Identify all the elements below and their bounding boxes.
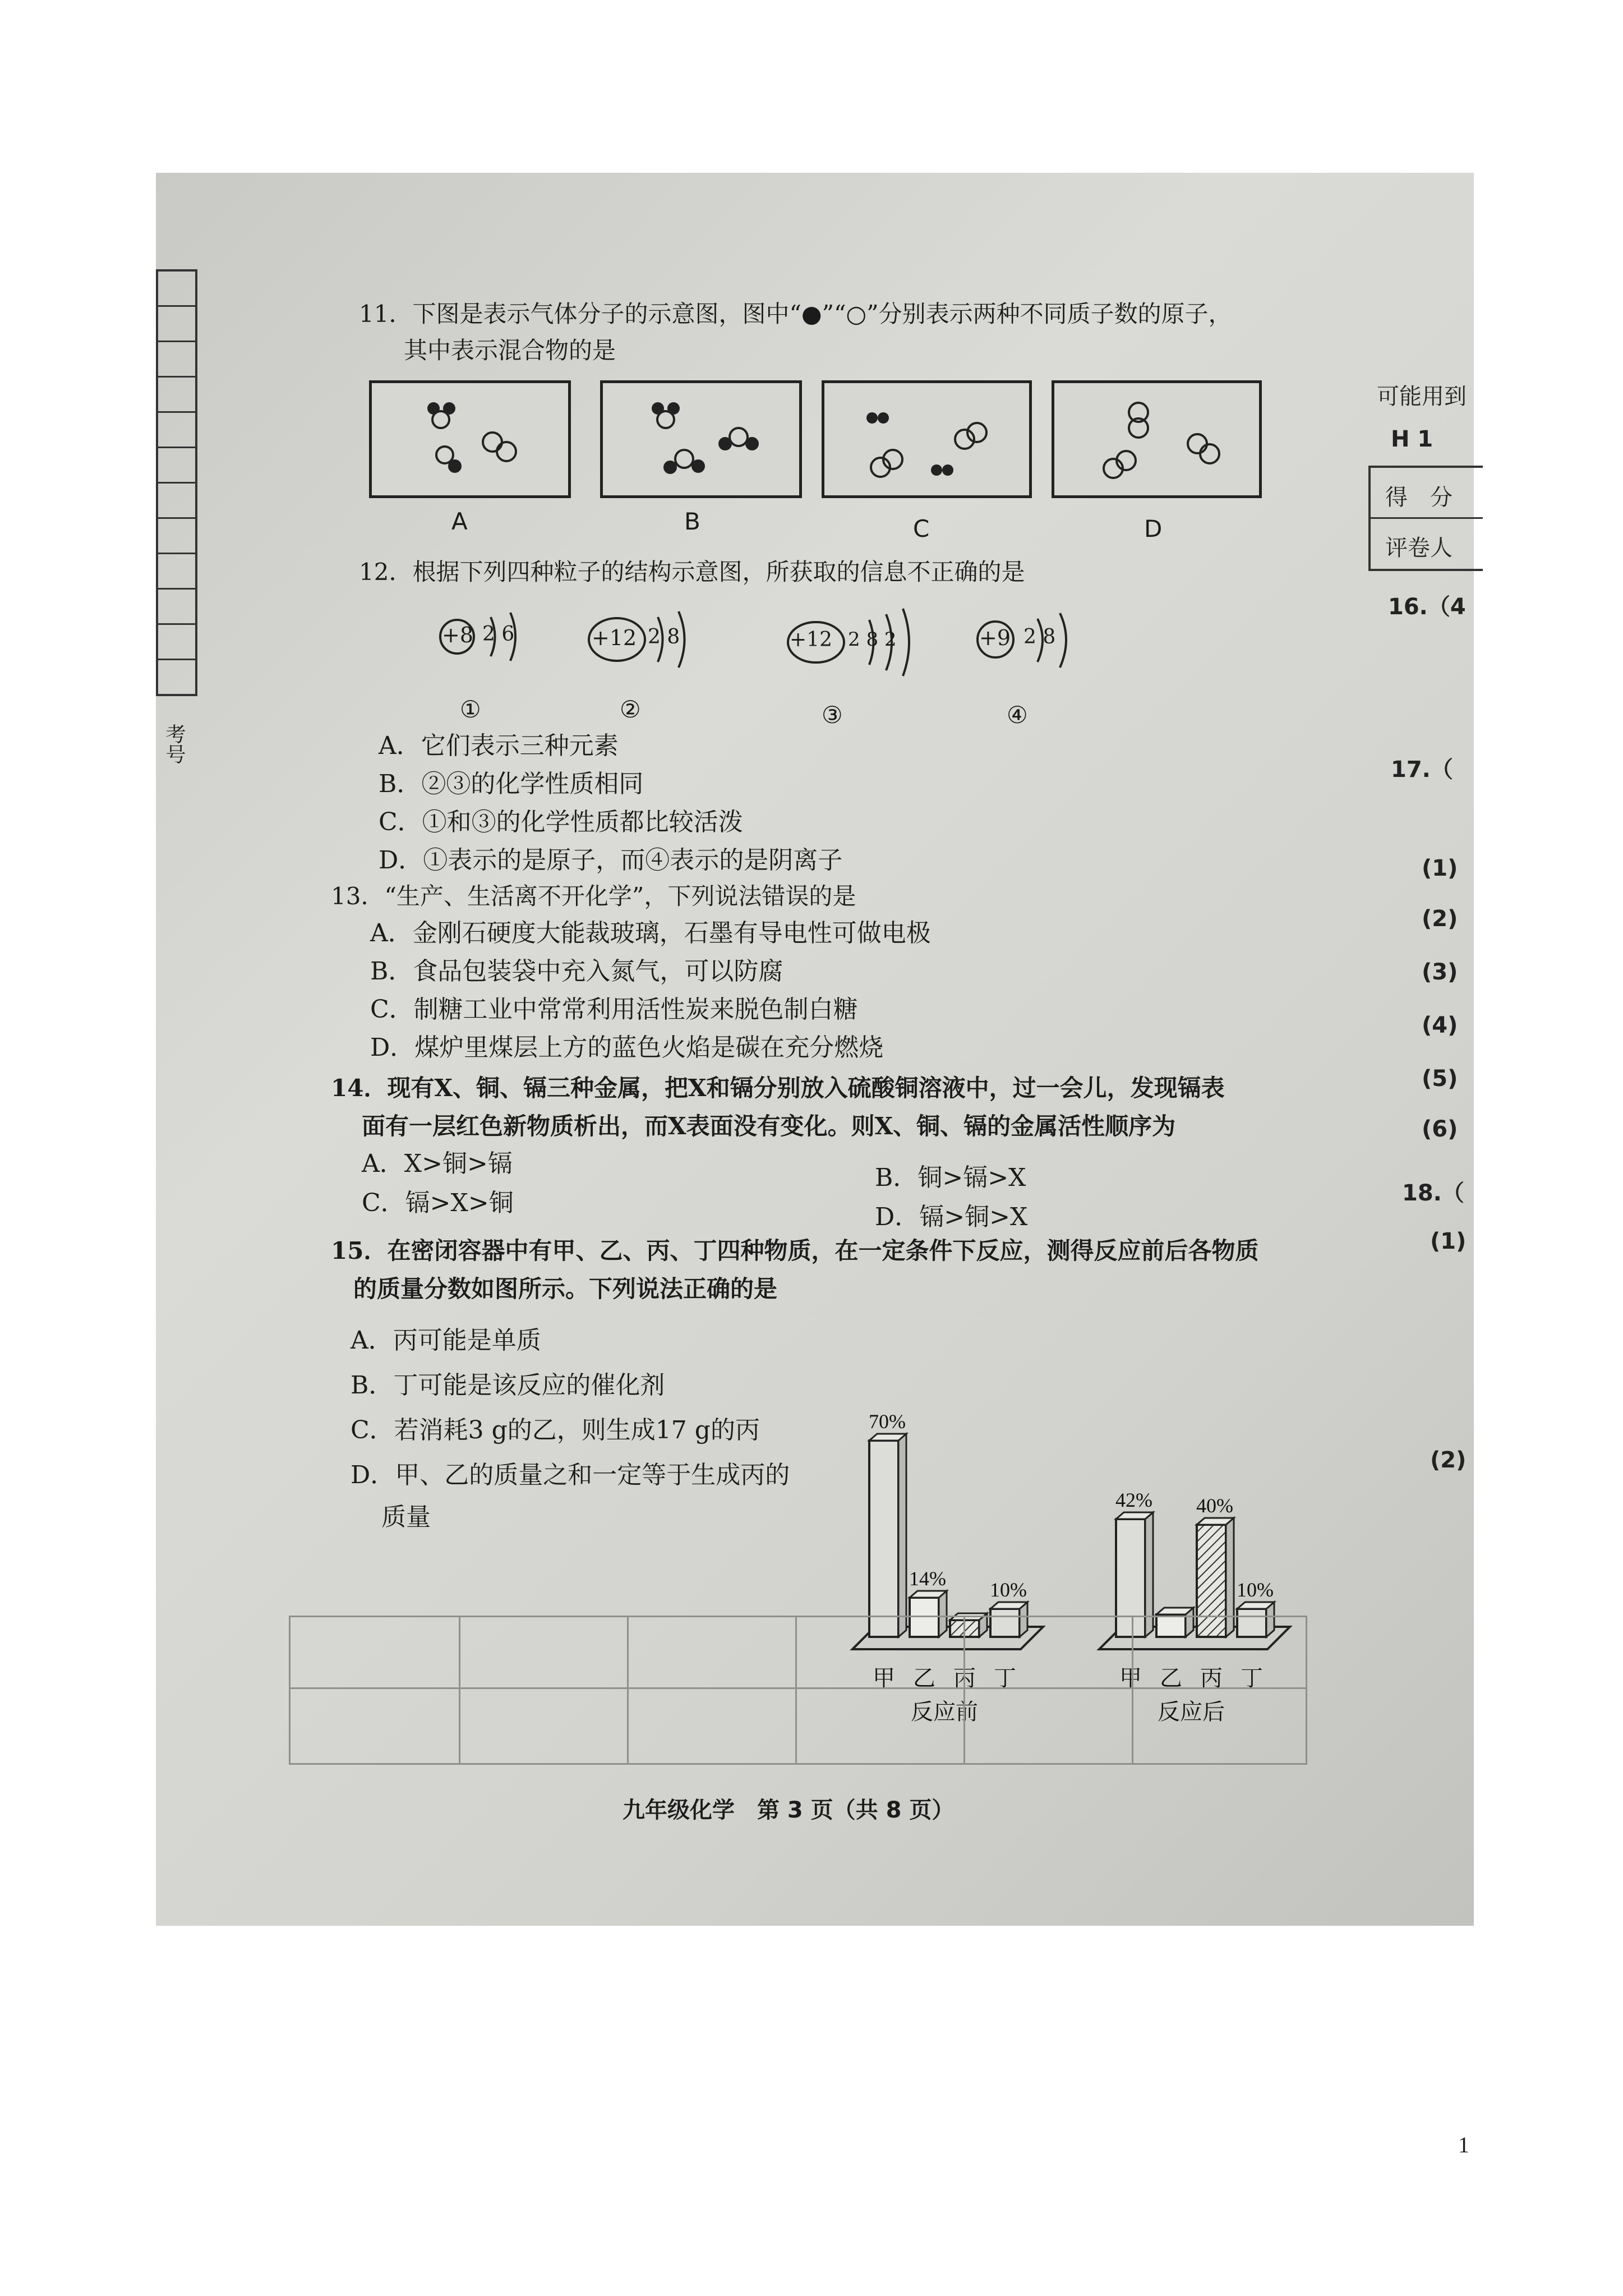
q11-stem-line2: 其中表示混合物的是 xyxy=(404,337,616,364)
right-fragment-13: (1) xyxy=(1430,1228,1467,1254)
q11-label-a: A xyxy=(451,508,468,535)
page-number: 1 xyxy=(1458,2132,1469,2157)
particle-4-shells: 2 8 xyxy=(1023,625,1056,648)
bar-top-0-0 xyxy=(869,1434,906,1441)
q12-option-d: D．①表示的是原子，而④表示的是阴离子 xyxy=(379,846,843,875)
right-fragment-4: 16.（4 xyxy=(1388,594,1466,620)
particle-3-nucleus: +12 xyxy=(790,628,832,651)
data-label-0-0: 70% xyxy=(869,1410,906,1433)
particle-1-label: ① xyxy=(460,696,481,723)
right-fragment-0: 可能用到 xyxy=(1377,384,1467,409)
q15-option-b: B．丁可能是该反应的催化剂 xyxy=(351,1371,665,1400)
category-label-0-3: 丁 xyxy=(994,1665,1016,1691)
q14-stem-line2: 面有一层红色新物质析出，而X表面没有变化。则X、铜、镉的金属活性顺序为 xyxy=(362,1112,1176,1140)
molecule-diagram-b xyxy=(603,383,799,495)
q13-stem: 13．“生产、生活离不开化学”，下列说法错误的是 xyxy=(331,882,856,910)
right-fragment-5: 17.（ xyxy=(1391,757,1453,783)
right-fragment-10: (5) xyxy=(1422,1066,1458,1092)
particle-4-label: ④ xyxy=(1007,701,1028,729)
right-fragment-8: (3) xyxy=(1422,959,1458,985)
right-fragment-12: 18.（ xyxy=(1402,1180,1464,1206)
data-label-1-2: 40% xyxy=(1196,1494,1233,1517)
q12-stem: 12．根据下列四种粒子的结构示意图，所获取的信息不正确的是 xyxy=(359,558,1025,586)
right-fragment-11: (6) xyxy=(1422,1116,1458,1142)
q12-option-a: A．它们表示三种元素 xyxy=(379,731,619,760)
particle-3-label: ③ xyxy=(822,701,843,729)
particle-3 xyxy=(785,606,920,690)
q13-option-b: B．食品包装袋中充入氮气，可以防腐 xyxy=(370,957,783,986)
right-fragment-9: (4) xyxy=(1422,1013,1458,1038)
data-label-1-0: 42% xyxy=(1115,1489,1152,1511)
category-label-0-0: 甲 xyxy=(873,1665,895,1691)
q15-stem-line1: 15．在密闭容器中有甲、乙、丙、丁四种物质，在一定条件下反应，测得反应前后各物质 xyxy=(331,1237,1259,1264)
category-label-0-2: 丙 xyxy=(953,1665,976,1691)
particle-2 xyxy=(586,606,698,684)
bar-top-1-3 xyxy=(1237,1602,1274,1609)
data-label-1-3: 10% xyxy=(1237,1579,1274,1601)
right-fragment-7: (2) xyxy=(1422,906,1458,932)
data-label-0-1: 14% xyxy=(909,1567,946,1590)
particle-2-shells: 2 8 xyxy=(648,625,680,648)
q13-option-d: D．煤炉里煤层上方的蓝色火焰是碳在充分燃烧 xyxy=(370,1033,884,1062)
q11-stem-line1: 11．下图是表示气体分子的示意图，图中“●”“○”分别表示两种不同质子数的原子， xyxy=(359,300,1232,328)
q11-box-a xyxy=(369,380,571,498)
q15-stem-line2: 的质量分数如图所示。下列说法正确的是 xyxy=(353,1275,778,1303)
right-fragment-6: (1) xyxy=(1422,855,1458,881)
q11-box-c xyxy=(822,380,1032,498)
particle-2-nucleus: +12 xyxy=(592,625,637,650)
bar-side-0-0 xyxy=(898,1434,906,1637)
q11-label-c: C xyxy=(913,515,930,542)
right-fragment-2: 得 分 xyxy=(1385,485,1453,510)
category-label-0-1: 乙 xyxy=(913,1665,935,1691)
margin-score-table xyxy=(156,269,197,696)
molecule-diagram-c xyxy=(824,383,1029,495)
bar-top-1-1 xyxy=(1156,1608,1193,1614)
q15-option-c: C．若消耗3 g的乙，则生成17 g的丙 xyxy=(351,1416,760,1444)
q12-option-c: C．①和③的化学性质都比较活泼 xyxy=(379,808,743,836)
bar-top-0-3 xyxy=(990,1602,1027,1609)
particle-1-shells: 2 6 xyxy=(482,623,515,646)
q14-option-d: D．镉>铜>X xyxy=(875,1203,1028,1231)
right-fragment-3: 评卷人 xyxy=(1385,535,1453,561)
q15-option-d-cont: 质量 xyxy=(381,1503,431,1531)
q14-stem-line1: 14．现有X、铜、镉三种金属，把X和镉分别放入硫酸铜溶液中，过一会儿，发现镉表 xyxy=(331,1074,1225,1102)
molecule-diagram-d xyxy=(1054,383,1259,495)
margin-label: 考号 xyxy=(163,724,186,764)
q11-label-b: B xyxy=(684,508,700,535)
q14-option-c: C．镉>X>铜 xyxy=(362,1189,514,1217)
q13-option-c: C．制糖工业中常常利用活性炭来脱色制白糖 xyxy=(370,995,858,1024)
q11-box-b xyxy=(600,380,802,498)
category-label-1-3: 丁 xyxy=(1241,1665,1263,1691)
q11-label-d: D xyxy=(1144,515,1163,542)
particle-2-label: ② xyxy=(620,696,641,723)
category-label-1-0: 甲 xyxy=(1119,1665,1142,1691)
q14-option-a: A．X>铜>镉 xyxy=(362,1149,513,1178)
q12-option-b: B．②③的化学性质相同 xyxy=(379,770,644,798)
q14-option-b: B．铜>镉>X xyxy=(875,1163,1026,1192)
category-label-1-2: 丙 xyxy=(1200,1665,1223,1691)
bar-0-0 xyxy=(869,1441,898,1637)
faint-answer-table xyxy=(289,1616,1307,1765)
particle-1 xyxy=(432,606,533,679)
bar-top-0-1 xyxy=(910,1591,947,1598)
q11-box-d xyxy=(1052,380,1262,498)
bar-top-1-0 xyxy=(1116,1512,1153,1519)
data-label-0-3: 10% xyxy=(990,1579,1027,1601)
chart-title-1: 反应后 xyxy=(1158,1699,1225,1725)
q15-option-d: D．甲、乙的质量之和一定等于生成丙的 xyxy=(351,1461,790,1489)
molecule-diagram-a xyxy=(372,383,568,495)
right-fragment-14: (2) xyxy=(1430,1447,1467,1473)
page-footer: 九年级化学 第 3 页（共 8 页） xyxy=(623,1797,955,1823)
q15-option-a: A．丙可能是单质 xyxy=(351,1326,541,1355)
q13-option-a: A．金刚石硬度大能裁玻璃，石墨有导电性可做电极 xyxy=(370,919,931,947)
category-label-1-1: 乙 xyxy=(1160,1665,1182,1691)
chart-title-0: 反应前 xyxy=(911,1699,978,1725)
particle-4-nucleus: +9 xyxy=(979,625,1011,650)
right-fragment-1: H 1 xyxy=(1391,426,1433,452)
particle-3-shells: 2 8 2 xyxy=(848,628,897,651)
particle-4 xyxy=(970,609,1082,687)
bar-top-1-2 xyxy=(1197,1518,1234,1525)
particle-1-nucleus: +8 xyxy=(442,623,474,647)
